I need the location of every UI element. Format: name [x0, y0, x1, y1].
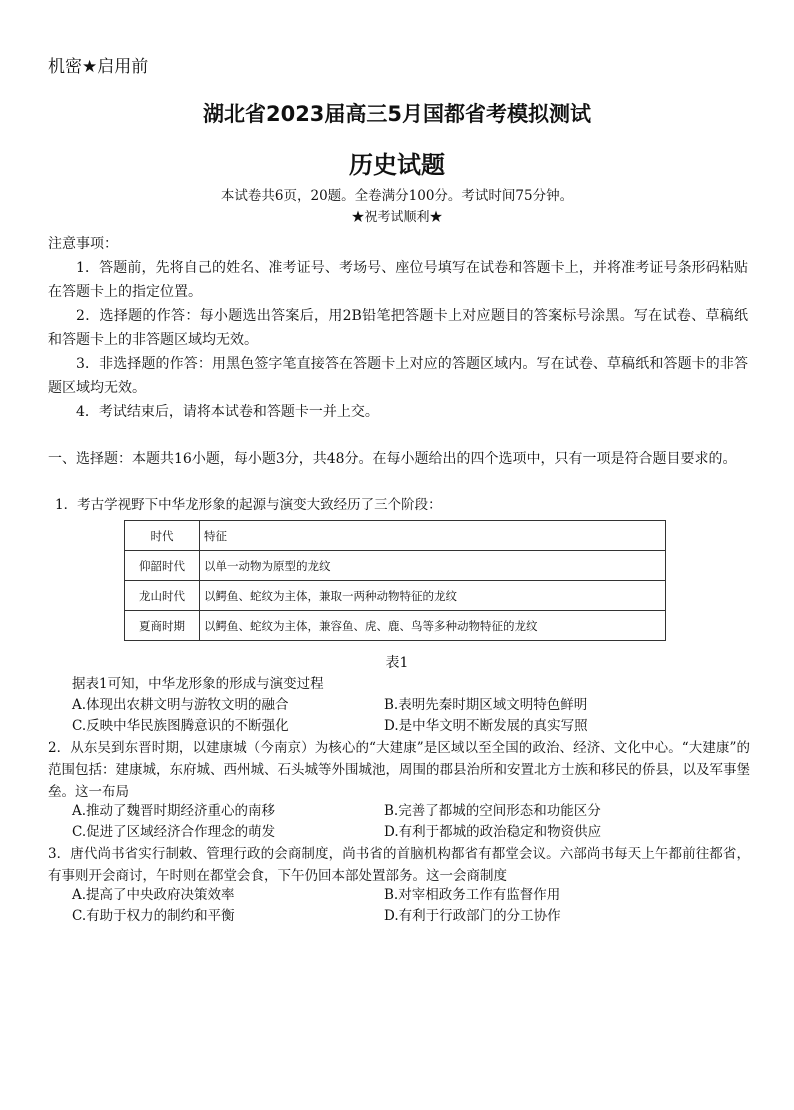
exam-info: 本试卷共6页，20题。全卷满分100分。考试时间75分钟。 — [220, 188, 574, 204]
q1-option-d[interactable]: D.是中华文明不断发展的真实写照 — [384, 718, 588, 734]
q2-option-b[interactable]: B.完善了都城的空间形态和功能区分 — [384, 803, 601, 819]
q2-option-a[interactable]: A.推动了魏晋时期经济重心的南移 — [72, 803, 276, 819]
confidential-label: 机密★启用前 — [48, 57, 149, 77]
q3-option-a[interactable]: A.提高了中央政府决策效率 — [72, 887, 235, 903]
history-table — [124, 520, 666, 641]
q1-option-a[interactable]: A.体现出农耕文明与游牧文明的融合 — [72, 697, 289, 713]
notice-item-2: 2．选择题的作答：每小题选出答案后，用2B铅笔把答题卡上对应题目的答案标号涂黑。写在试卷、草稿纸和答题卡上的非答题区域均无效。 — [48, 308, 748, 348]
q2-option-c[interactable]: C.促进了区域经济合作理念的萌发 — [72, 824, 276, 840]
question-1-prompt: 据表1可知，中华龙形象的形成与演变过程 — [72, 676, 324, 692]
table-cell: 仰韶时代 — [125, 551, 200, 581]
notice-item-4: 4．考试结束后，请将本试卷和答题卡一并上交。 — [76, 404, 379, 420]
table-cell: 夏商时期 — [125, 611, 200, 641]
notice-item-3: 3．非选择题的作答：用黑色签字笔直接答在答题卡上对应的答题区域内。写在试卷、草稿纸和答题卡的非答题区域均无效。 — [48, 356, 748, 396]
table-row — [125, 551, 666, 581]
q3-option-b[interactable]: B.对宰相政务工作有监督作用 — [384, 887, 561, 903]
question-1-stem: 1．考古学视野下中华龙形象的起源与演变大致经历了三个阶段： — [55, 497, 442, 513]
table-header-cell: 时代 — [125, 521, 200, 551]
table-cell: 龙山时代 — [125, 581, 200, 611]
q2-option-d[interactable]: D.有利于都城的政治稳定和物资供应 — [384, 824, 602, 840]
table-cell: 以单一动物为原型的龙纹 — [200, 551, 666, 581]
q1-option-b[interactable]: B.表明先秦时期区域文明特色鲜明 — [384, 697, 588, 713]
table-cell: 以鳄鱼、蛇纹为主体，兼容鱼、虎、鹿、鸟等多种动物特征的龙纹 — [200, 611, 666, 641]
table-header-row — [125, 521, 666, 551]
question-3-stem: 3．唐代尚书省实行制敕、管理行政的会商制度，尚书省的首脑机构都省有都堂会议。六部尚书每天上午都前往都省，有事则开会商讨，午时则在都堂会食，下午仍回本部处置部务。这一会商制度 — [48, 846, 750, 884]
table-row — [125, 581, 666, 611]
good-luck-line: ★祝考试顺利★ — [351, 210, 443, 225]
exam-title: 湖北省2023届高三5月国都省考模拟测试 — [202, 102, 592, 126]
q3-option-d[interactable]: D.有利于行政部门的分工协作 — [384, 908, 561, 924]
notice-heading: 注意事项： — [48, 236, 118, 252]
question-2-stem: 2．从东吴到东晋时期，以建康城（今南京）为核心的“大建康”是区域以至全国的政治、经济、文化中心。“大建康”的范围包括：建康城，东府城、西州城、石头城等外围城池，周围的郡县治所和安置北方士族和移民的侨县，以及军事堡垒。这一布局 — [48, 740, 750, 800]
table-row — [125, 611, 666, 641]
table-caption: 表1 — [385, 655, 409, 671]
notice-item-1: 1．答题前，先将自己的姓名、准考证号、考场号、座位号填写在试卷和答题卡上，并将准考证号条形码粘贴在答题卡上的指定位置。 — [48, 260, 748, 300]
subject-title: 历史试题 — [349, 150, 445, 179]
table-cell: 以鳄鱼、蛇纹为主体，兼取一两种动物特征的龙纹 — [200, 581, 666, 611]
q1-option-c[interactable]: C.反映中华民族图腾意识的不断强化 — [72, 718, 289, 734]
section-heading: 一、选择题：本题共16小题，每小题3分，共48分。在每小题给出的四个选项中，只有一项是符合题目要求的。 — [48, 451, 737, 467]
table-header-cell: 特征 — [200, 521, 666, 551]
q3-option-c[interactable]: C.有助于权力的制约和平衡 — [72, 908, 235, 924]
